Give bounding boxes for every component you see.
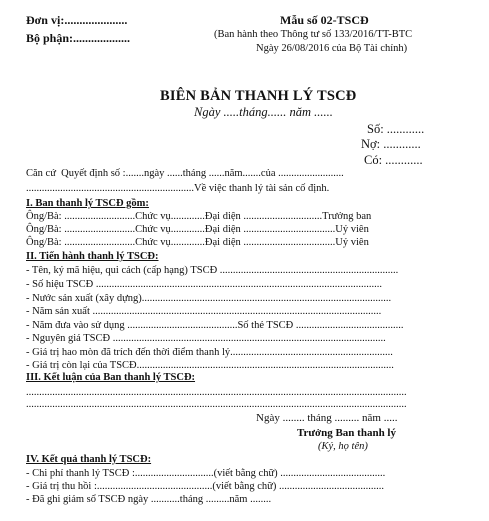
list-item: - Giá trị thu hồi :............................................(viết bằng chữ) ........................................ bbox=[26, 481, 384, 492]
can-cu-line-1: Căn cứ Quyết định số :.......ngày ......tháng ......năm.......của ......................... bbox=[26, 168, 344, 179]
don-vi-label: Đơn vị:..................... bbox=[26, 13, 128, 27]
conclusion-line: ................................................................................................................................................. bbox=[26, 400, 407, 410]
signoff-note: (Ký, họ tên) bbox=[318, 441, 368, 452]
list-item: - Số hiệu TSCĐ ............................................................................................................. bbox=[26, 279, 382, 290]
signoff-role: Trưởng Ban thanh lý bbox=[297, 427, 396, 439]
form-number: Mẫu số 02-TSCĐ bbox=[280, 13, 369, 27]
bo-phan-label: Bộ phận:................... bbox=[26, 31, 131, 45]
co-field: Có: ............ bbox=[364, 153, 423, 167]
member-row: Ông/Bà: ...........................Chức vụ.............Đại diện ...................................Uỷ viên bbox=[26, 237, 369, 248]
member-row: Ông/Bà: ...........................Chức vụ.............Đại diện ...................................Uỷ viên bbox=[26, 224, 369, 235]
signoff-date: Ngày ........ tháng ......... năm ..... bbox=[256, 412, 398, 424]
section-2-heading: II. Tiến hành thanh lý TSCĐ: bbox=[26, 251, 159, 262]
can-cu-line-2: ................................................................Về việc thanh lý tài sản cố định. bbox=[26, 183, 330, 194]
issuance-note-2: Ngày 26/08/2016 của Bộ Tài chính) bbox=[256, 43, 408, 54]
document-date: Ngày .....tháng...... năm ...... bbox=[194, 105, 333, 119]
list-item: - Nguyên giá TSCĐ ........................................................................................................ bbox=[26, 333, 386, 344]
member-row: Ông/Bà: ...........................Chức vụ.............Đại diện ..............................Trưởng ban bbox=[26, 211, 372, 222]
list-item: - Nước sản xuất (xây dựng)............................................................................................... bbox=[26, 293, 392, 304]
list-item: - Chi phí thanh lý TSCĐ :..............................(viết bằng chữ) ........................................ bbox=[26, 468, 386, 479]
section-4-heading: IV. Kết quả thanh lý TSCĐ: bbox=[26, 454, 152, 465]
so-field: Số: ............ bbox=[367, 122, 425, 136]
list-item: - Giá trị còn lại của TSCĐ.................................................................................................. bbox=[26, 360, 394, 371]
issuance-note-1: (Ban hành theo Thông tư số 133/2016/TT-BTC bbox=[214, 29, 413, 40]
section-1-heading: I. Ban thanh lý TSCĐ gồm: bbox=[26, 198, 149, 209]
list-item: - Đã ghi giảm sổ TSCĐ ngày ...........tháng .........năm ........ bbox=[26, 494, 272, 505]
list-item: - Năm đưa vào sử dụng ..........................................Số thẻ TSCĐ ......................................... bbox=[26, 320, 404, 331]
conclusion-line: ................................................................................................................................................. bbox=[26, 388, 407, 398]
no-field: Nợ: ............ bbox=[361, 137, 421, 151]
list-item: - Tên, ký mã hiệu, qui cách (cấp hạng) TSCĐ .................................................................... bbox=[26, 265, 399, 276]
list-item: - Giá trị hao mòn đã trích đến thời điểm thanh lý.............................................................. bbox=[26, 347, 393, 358]
section-3-heading: III. Kết luận của Ban thanh lý TSCĐ: bbox=[26, 372, 196, 383]
list-item: - Năm sản xuất .............................................................................................................. bbox=[26, 306, 382, 317]
document-title: BIÊN BẢN THANH LÝ TSCĐ bbox=[160, 88, 357, 104]
